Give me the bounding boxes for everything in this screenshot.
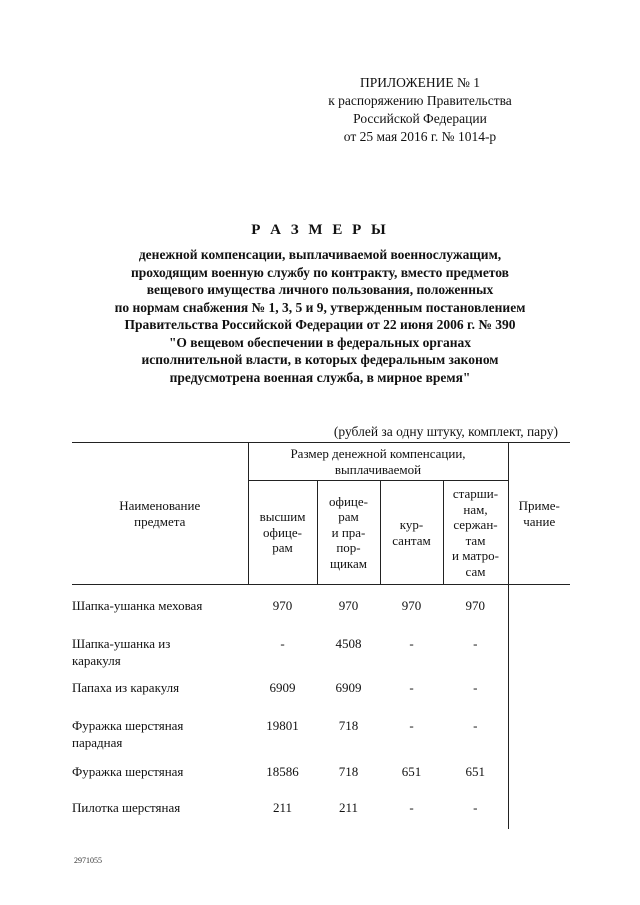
compensation-value-cell: 970 [401,598,422,613]
item-name-line: каракуля [72,653,121,668]
compensation-value-cell: - [409,718,414,733]
compensation-value-cell: - [409,636,414,651]
table-spacer-row [72,585,570,598]
compensation-table [72,442,570,829]
footer-code: 2971055 [74,856,102,865]
table-row [72,635,570,679]
item-name-line: Фуражка шерстяная [72,764,184,779]
compensation-value-cell: 6909 [335,680,362,695]
header-item-name [72,443,248,585]
compensation-value-cell: 970 [338,598,359,613]
header-text-line: пор- [336,540,361,556]
header-text-line: Приме- [518,498,560,513]
header-text-line: щикам [329,555,368,571]
header-text-line: высшим [259,509,306,525]
item-name-line: Фуражка шерстяная [72,718,184,733]
item-name-cell [72,635,248,679]
item-name-cell [72,717,248,763]
compensation-value-cell: 718 [338,718,359,733]
header-cadets [380,481,443,585]
note-cell [508,763,570,799]
compensation-value-cell: 970 [272,598,293,613]
header-text-line: офице- [263,524,302,540]
compensation-value-cell: - [473,680,478,695]
header-senior-officers [248,481,317,585]
item-name-line: Шапка-ушанка меховая [72,598,203,613]
header-note [508,443,570,585]
note-cell [508,799,570,829]
header-text-line: чание [523,513,556,529]
table-row [72,799,570,829]
item-name-line: Пилотка шерстяная [72,800,181,815]
compensation-value-cell: - [409,800,414,815]
header-text-line: Наименование [119,498,201,513]
note-cell [508,635,570,679]
item-name-cell [72,597,248,635]
note-cell [508,597,570,635]
appendix-government-line: Российской Федерации [353,111,487,126]
table-row [72,597,570,635]
compensation-value-cell: 970 [465,598,485,613]
header-text-line: выплачиваемой [334,461,422,477]
header-text-line: рам [338,509,359,525]
item-name-line: Шапка-ушанка из [72,636,171,651]
compensation-value-cell: - [473,718,478,733]
header-text-line: сам [465,563,486,579]
header-text-line: и матро- [452,548,499,563]
header-text-line: нам, [463,501,488,517]
header-text-line: Размер денежной компенсации, [290,446,466,461]
document-title: Р А З М Е Р Ы [251,222,389,238]
item-name-cell [72,679,248,717]
subtitle-line: исполнительной власти, в которых федеральным законом [141,352,499,367]
subtitle-line: Правительства Российской Федерации от 22 июня 2006 г. № 390 [124,317,516,332]
item-name-line: парадная [72,735,123,750]
compensation-value-cell: - [473,636,478,651]
compensation-value-cell: 18586 [266,764,299,779]
header-text-line: сантам [392,532,431,548]
compensation-value-cell: 211 [338,800,359,815]
compensation-value-cell: - [280,636,285,651]
document-subtitle [60,246,580,386]
header-compensation-group [248,443,508,481]
header-text-line: старши- [452,486,499,501]
header-text-line: и пра- [331,524,366,540]
item-name-cell [72,763,248,799]
note-cell [508,717,570,763]
header-officers-warrant [317,481,380,585]
table-row [72,763,570,799]
subtitle-line: по нормам снабжения № 1, 3, 5 и 9, утвержденным постановлением [114,299,526,315]
compensation-value-cell: 651 [465,764,485,779]
compensation-value-cell: 19801 [266,718,299,733]
header-text-line: там [465,532,486,548]
header-text-line: сержан- [453,517,498,532]
units-note: (рублей за одну штуку, комплект, пару) [333,424,558,439]
note-cell [508,679,570,717]
compensation-value-cell: 718 [338,764,359,779]
appendix-heading: ПРИЛОЖЕНИЕ № 1 [359,75,481,90]
table-row [72,679,570,717]
appendix-date-line: от 25 мая 2016 г. № 1014-р [343,129,497,144]
subtitle-line: предусмотрена военная служба, в мирное время" [169,369,471,385]
compensation-value-cell: - [409,680,414,695]
subtitle-line: проходящим военную службу по контракту, вместо предметов [131,264,509,280]
header-text-line: кур- [399,517,424,532]
compensation-value-cell: 4508 [335,636,362,651]
item-name-cell [72,799,248,829]
subtitle-line: "О вещевом обеспечении в федеральных органах [168,334,472,350]
header-text-line: офице- [329,493,368,509]
compensation-value-cell: 211 [272,800,293,815]
item-name-line: Папаха из каракуля [72,680,180,695]
compensation-value-cell: 651 [401,764,422,779]
table-row [72,717,570,763]
appendix-order-line: к распоряжению Правительства [328,93,512,108]
header-sergeants-sailors [443,481,508,585]
compensation-value-cell: - [473,800,478,815]
header-text-line: рам [272,540,293,556]
compensation-value-cell: 6909 [269,680,296,695]
appendix-block [305,74,535,146]
subtitle-line: денежной компенсации, выплачиваемой военнослужащим, [138,247,502,262]
header-text-line: предмета [134,513,186,529]
subtitle-line: вещевого имущества личного пользования, положенных [146,282,494,297]
